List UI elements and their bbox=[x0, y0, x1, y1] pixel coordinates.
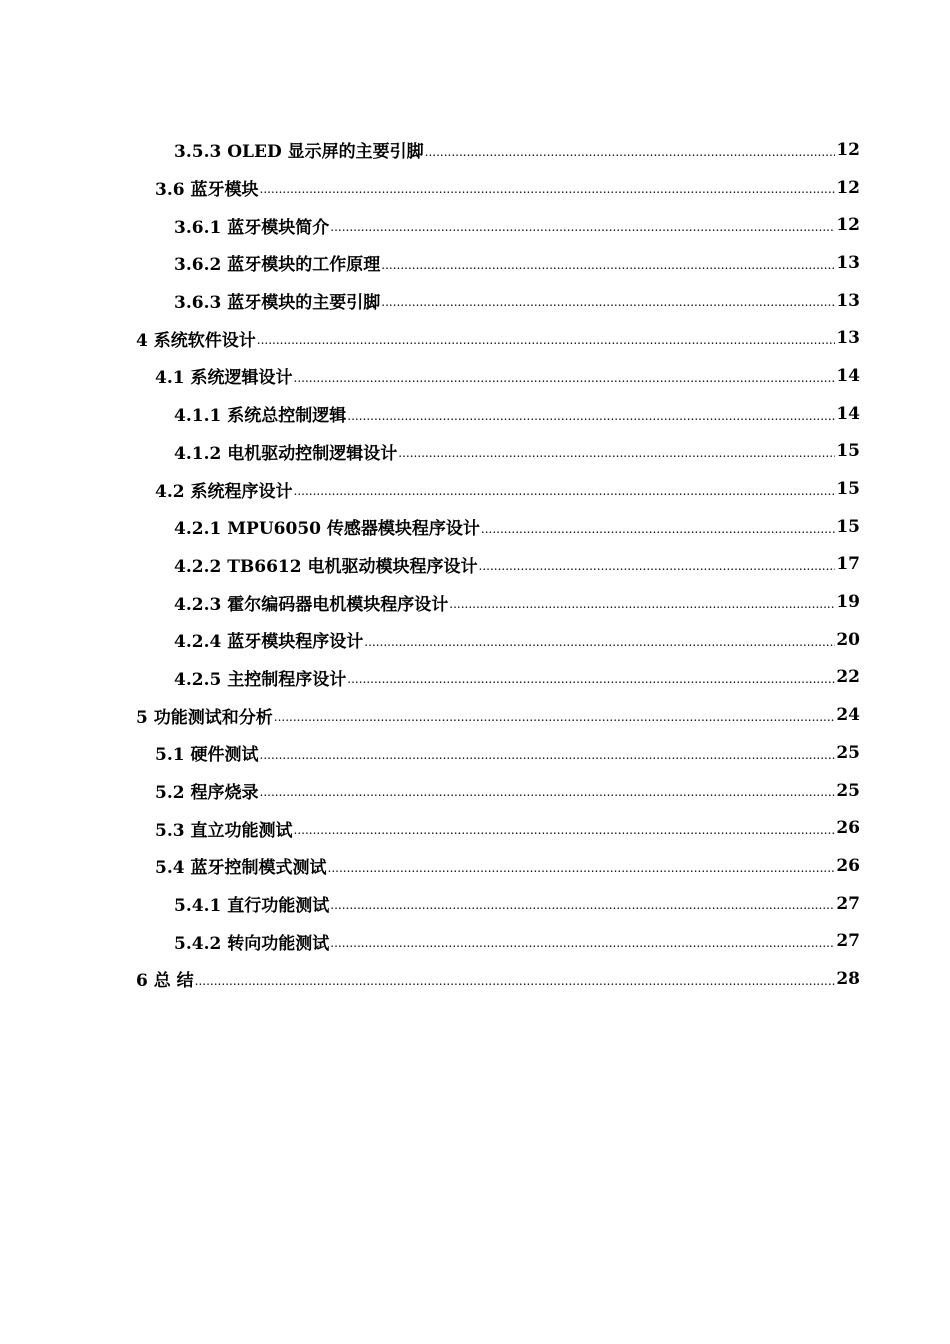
toc-entry[interactable] bbox=[0, 772, 950, 810]
toc-entry-title: 4.2 系统程序设计 bbox=[155, 481, 293, 502]
toc-entry-title: 5.2 程序烧录 bbox=[155, 783, 259, 804]
toc-dot-leader bbox=[425, 146, 836, 158]
toc-entry-title: 4.2.1 MPU6050 传感器模块程序设计 bbox=[174, 519, 480, 540]
table-of-contents bbox=[0, 131, 950, 998]
toc-entry-page-number: 27 bbox=[836, 893, 860, 914]
toc-dot-leader bbox=[257, 334, 836, 346]
toc-dot-leader bbox=[330, 937, 835, 949]
toc-entry[interactable] bbox=[0, 922, 950, 960]
toc-entry-page-number: 15 bbox=[836, 516, 860, 537]
toc-dot-leader bbox=[381, 296, 835, 308]
toc-entry-title: 5.4 蓝牙控制模式测试 bbox=[155, 858, 327, 879]
toc-entry[interactable] bbox=[0, 621, 950, 659]
toc-entry-title: 5.3 直立功能测试 bbox=[155, 820, 293, 841]
toc-entry[interactable] bbox=[0, 433, 950, 471]
toc-entry-title: 5.4.2 转向功能测试 bbox=[174, 933, 330, 954]
toc-dot-leader bbox=[294, 485, 836, 497]
toc-entry-title: 3.6.2 蓝牙模块的工作原理 bbox=[174, 255, 381, 276]
toc-entry-page-number: 14 bbox=[836, 365, 860, 386]
toc-dot-leader bbox=[347, 410, 835, 422]
toc-entry[interactable] bbox=[0, 847, 950, 885]
toc-entry[interactable] bbox=[0, 583, 950, 621]
toc-entry[interactable] bbox=[0, 357, 950, 395]
toc-entry-page-number: 25 bbox=[836, 742, 860, 763]
toc-dot-leader bbox=[195, 975, 836, 987]
toc-entry-page-number: 26 bbox=[836, 855, 860, 876]
toc-dot-leader bbox=[294, 824, 836, 836]
toc-entry-title: 4.2.4 蓝牙模块程序设计 bbox=[174, 632, 364, 653]
toc-dot-leader bbox=[260, 786, 836, 798]
toc-entry-page-number: 26 bbox=[836, 818, 860, 839]
toc-entry-title: 4.1.2 电机驱动控制逻辑设计 bbox=[174, 443, 398, 464]
toc-entry-title: 3.6 蓝牙模块 bbox=[155, 180, 259, 201]
toc-entry-page-number: 12 bbox=[836, 139, 860, 160]
toc-entry-title: 3.6.1 蓝牙模块简介 bbox=[174, 217, 330, 238]
toc-entry-page-number: 17 bbox=[836, 554, 860, 575]
toc-entry-page-number: 24 bbox=[836, 705, 860, 726]
toc-entry-title: 5 功能测试和分析 bbox=[136, 707, 273, 728]
toc-entry[interactable] bbox=[0, 960, 950, 998]
toc-entry-page-number: 13 bbox=[836, 328, 860, 349]
toc-entry-page-number: 13 bbox=[836, 290, 860, 311]
toc-entry[interactable] bbox=[0, 734, 950, 772]
toc-entry[interactable] bbox=[0, 244, 950, 282]
toc-dot-leader bbox=[260, 183, 836, 195]
toc-dot-leader bbox=[260, 749, 836, 761]
toc-entry-page-number: 28 bbox=[836, 968, 860, 989]
toc-entry[interactable] bbox=[0, 282, 950, 320]
toc-entry-page-number: 27 bbox=[836, 931, 860, 952]
toc-entry-title: 4.1 系统逻辑设计 bbox=[155, 368, 293, 389]
toc-entry-page-number: 15 bbox=[836, 441, 860, 462]
toc-entry-page-number: 15 bbox=[836, 479, 860, 500]
toc-dot-leader bbox=[449, 598, 835, 610]
toc-entry-page-number: 12 bbox=[836, 177, 860, 198]
toc-entry-page-number: 14 bbox=[836, 403, 860, 424]
toc-entry-title: 5.4.1 直行功能测试 bbox=[174, 896, 330, 917]
toc-dot-leader bbox=[274, 711, 836, 723]
toc-dot-leader bbox=[294, 372, 836, 384]
toc-entry-page-number: 13 bbox=[836, 252, 860, 273]
toc-entry[interactable] bbox=[0, 169, 950, 207]
toc-dot-leader bbox=[381, 259, 835, 271]
toc-entry-page-number: 19 bbox=[836, 592, 860, 613]
toc-entry-title: 6 总 结 bbox=[136, 971, 194, 992]
toc-entry-title: 4.2.3 霍尔编码器电机模块程序设计 bbox=[174, 594, 449, 615]
toc-entry[interactable] bbox=[0, 659, 950, 697]
toc-entry[interactable] bbox=[0, 206, 950, 244]
toc-dot-leader bbox=[347, 673, 835, 685]
toc-entry-title: 4.2.5 主控制程序设计 bbox=[174, 669, 347, 690]
toc-entry[interactable] bbox=[0, 470, 950, 508]
toc-entry-page-number: 20 bbox=[836, 629, 860, 650]
toc-dot-leader bbox=[398, 447, 835, 459]
toc-entry-title: 4.2.2 TB6612 电机驱动模块程序设计 bbox=[174, 556, 478, 577]
toc-entry[interactable] bbox=[0, 696, 950, 734]
toc-entry-title: 5.1 硬件测试 bbox=[155, 745, 259, 766]
toc-entry-title: 3.5.3 OLED 显示屏的主要引脚 bbox=[174, 142, 424, 163]
toc-entry-page-number: 22 bbox=[836, 667, 860, 688]
toc-dot-leader bbox=[364, 636, 835, 648]
toc-entry-page-number: 12 bbox=[836, 215, 860, 236]
toc-entry[interactable] bbox=[0, 508, 950, 546]
toc-entry[interactable] bbox=[0, 319, 950, 357]
toc-entry[interactable] bbox=[0, 809, 950, 847]
toc-dot-leader bbox=[328, 862, 836, 874]
toc-entry[interactable] bbox=[0, 885, 950, 923]
toc-entry-title: 3.6.3 蓝牙模块的主要引脚 bbox=[174, 293, 381, 314]
toc-dot-leader bbox=[330, 221, 835, 233]
toc-entry[interactable] bbox=[0, 546, 950, 584]
toc-dot-leader bbox=[330, 899, 835, 911]
toc-dot-leader bbox=[481, 523, 835, 535]
toc-dot-leader bbox=[479, 560, 836, 572]
toc-entry[interactable] bbox=[0, 131, 950, 169]
toc-entry[interactable] bbox=[0, 395, 950, 433]
toc-entry-title: 4.1.1 系统总控制逻辑 bbox=[174, 406, 347, 427]
toc-entry-page-number: 25 bbox=[836, 780, 860, 801]
toc-entry-title: 4 系统软件设计 bbox=[136, 330, 256, 351]
